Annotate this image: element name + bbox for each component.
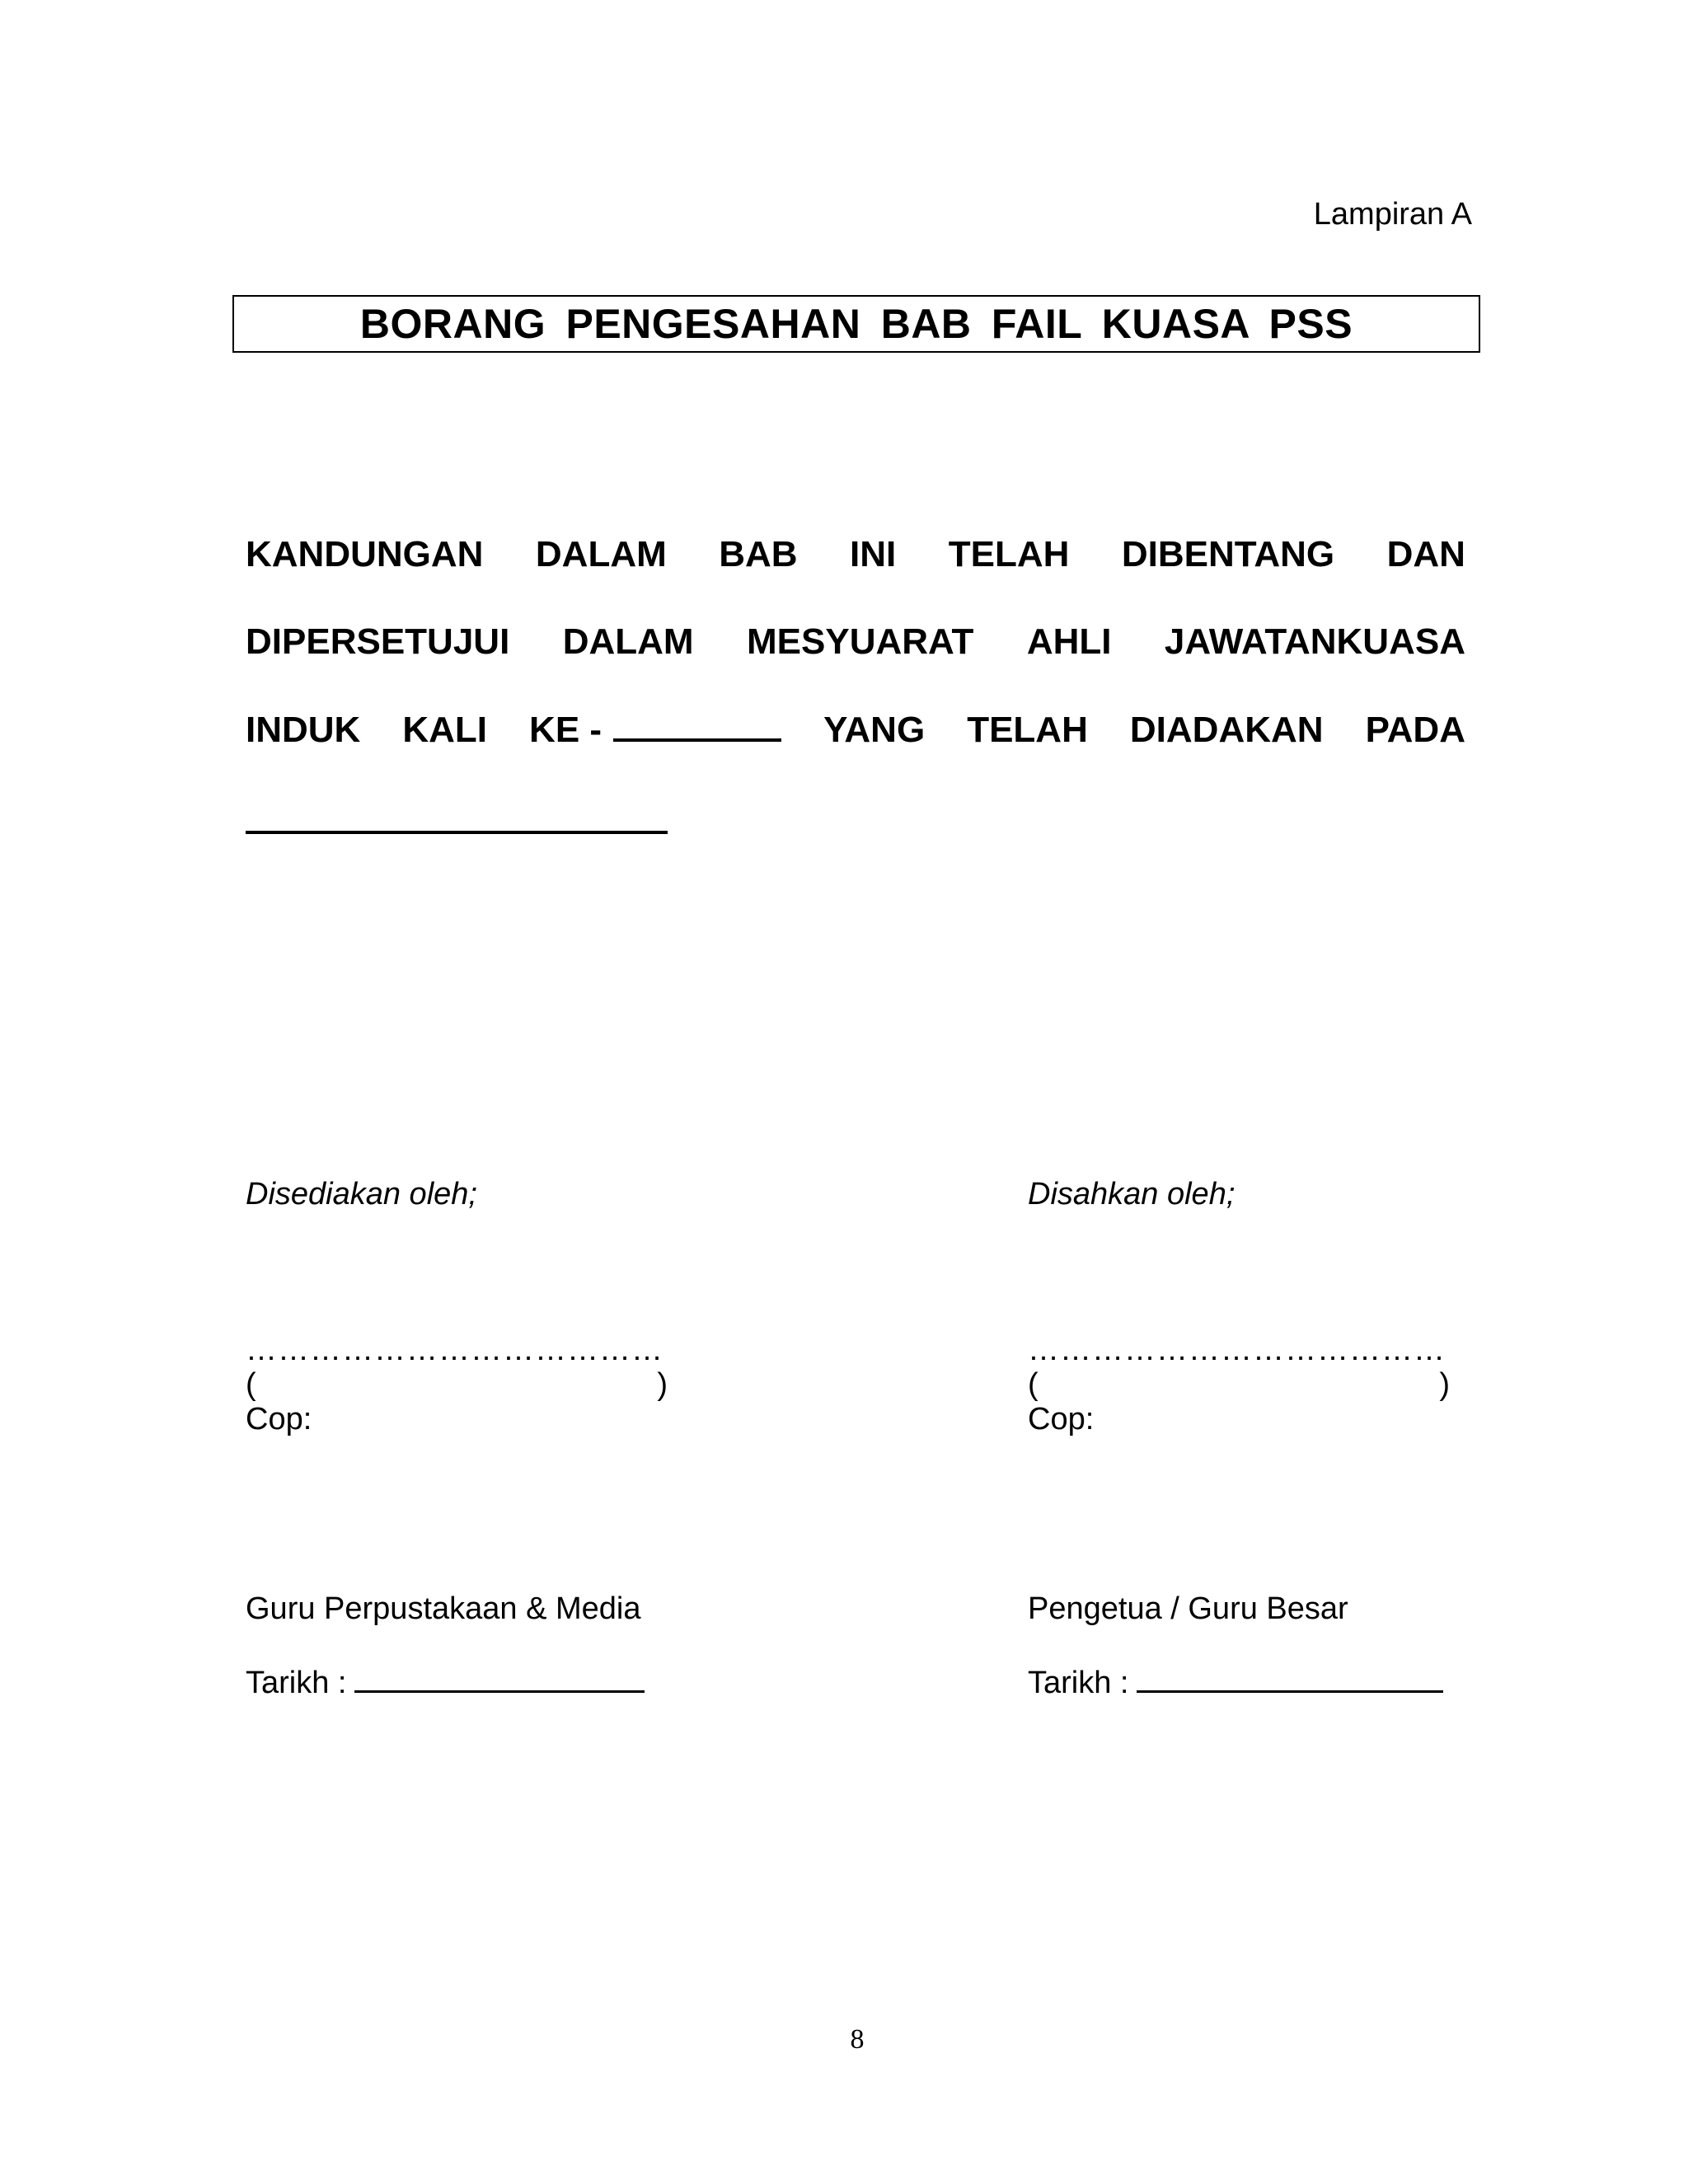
paren-open: ( bbox=[246, 1367, 256, 1402]
date-label: Tarikh : bbox=[1028, 1666, 1129, 1700]
statement-word: DIADAKAN bbox=[1129, 710, 1324, 750]
meeting-number-group bbox=[529, 709, 781, 751]
date-field bbox=[1028, 1665, 1443, 1701]
appendix-label: Lampiran A bbox=[1313, 197, 1472, 232]
form-title-box bbox=[232, 295, 1480, 353]
meeting-number-blank bbox=[613, 709, 781, 742]
statement-word: KANDUNGAN bbox=[246, 534, 484, 574]
statement-word: TELAH bbox=[967, 710, 1088, 750]
meeting-date-blank bbox=[246, 831, 668, 834]
statement-word: BAB bbox=[719, 534, 798, 574]
paren-open: ( bbox=[1028, 1367, 1039, 1402]
statement-line-2 bbox=[246, 621, 1465, 663]
statement-word: MESYUARAT bbox=[747, 621, 974, 662]
statement-line-3 bbox=[246, 709, 1465, 751]
statement-word: YANG bbox=[823, 710, 926, 750]
statement-word: JAWATANKUASA bbox=[1164, 621, 1465, 662]
statement-word: DALAM bbox=[535, 534, 667, 574]
statement-word: AHLI bbox=[1026, 621, 1112, 662]
signer-role: Guru Perpustakaan & Media bbox=[246, 1591, 641, 1626]
date-blank bbox=[354, 1666, 645, 1693]
statement-word: PADA bbox=[1365, 710, 1465, 750]
date-blank bbox=[1137, 1666, 1443, 1693]
date-field bbox=[246, 1665, 645, 1701]
statement-line-1 bbox=[246, 534, 1465, 575]
signer-role: Pengetua / Guru Besar bbox=[1028, 1591, 1348, 1626]
paren-close: ) bbox=[657, 1367, 668, 1402]
approved-by-label: Disahkan oleh; bbox=[1028, 1177, 1236, 1212]
statement-word: TELAH bbox=[948, 534, 1070, 574]
stamp-label: Cop: bbox=[246, 1402, 312, 1436]
statement-word: DIPERSETUJUI bbox=[246, 621, 510, 662]
date-label: Tarikh : bbox=[246, 1666, 347, 1700]
statement-word: DAN bbox=[1386, 534, 1465, 574]
stamp-label: Cop: bbox=[1028, 1402, 1095, 1436]
statement-word: INDUK bbox=[246, 710, 361, 750]
signature-dotted-line: ………………………………… bbox=[246, 1333, 663, 1367]
name-parentheses bbox=[246, 1366, 668, 1403]
form-title: BORANG PENGESAHAN BAB FAIL KUASA PSS bbox=[359, 301, 1353, 347]
statement-word: DALAM bbox=[562, 621, 694, 662]
prepared-by-label: Disediakan oleh; bbox=[246, 1177, 477, 1212]
statement-word: INI bbox=[850, 534, 897, 574]
signature-dotted-line: ………………………………… bbox=[1028, 1333, 1446, 1367]
page-number: 8 bbox=[850, 2024, 865, 2055]
statement-word: KE - bbox=[529, 710, 603, 750]
paren-close: ) bbox=[1439, 1367, 1450, 1402]
name-parentheses bbox=[1028, 1366, 1450, 1403]
statement-word: KALI bbox=[402, 710, 488, 750]
statement-word: DIBENTANG bbox=[1121, 534, 1335, 574]
